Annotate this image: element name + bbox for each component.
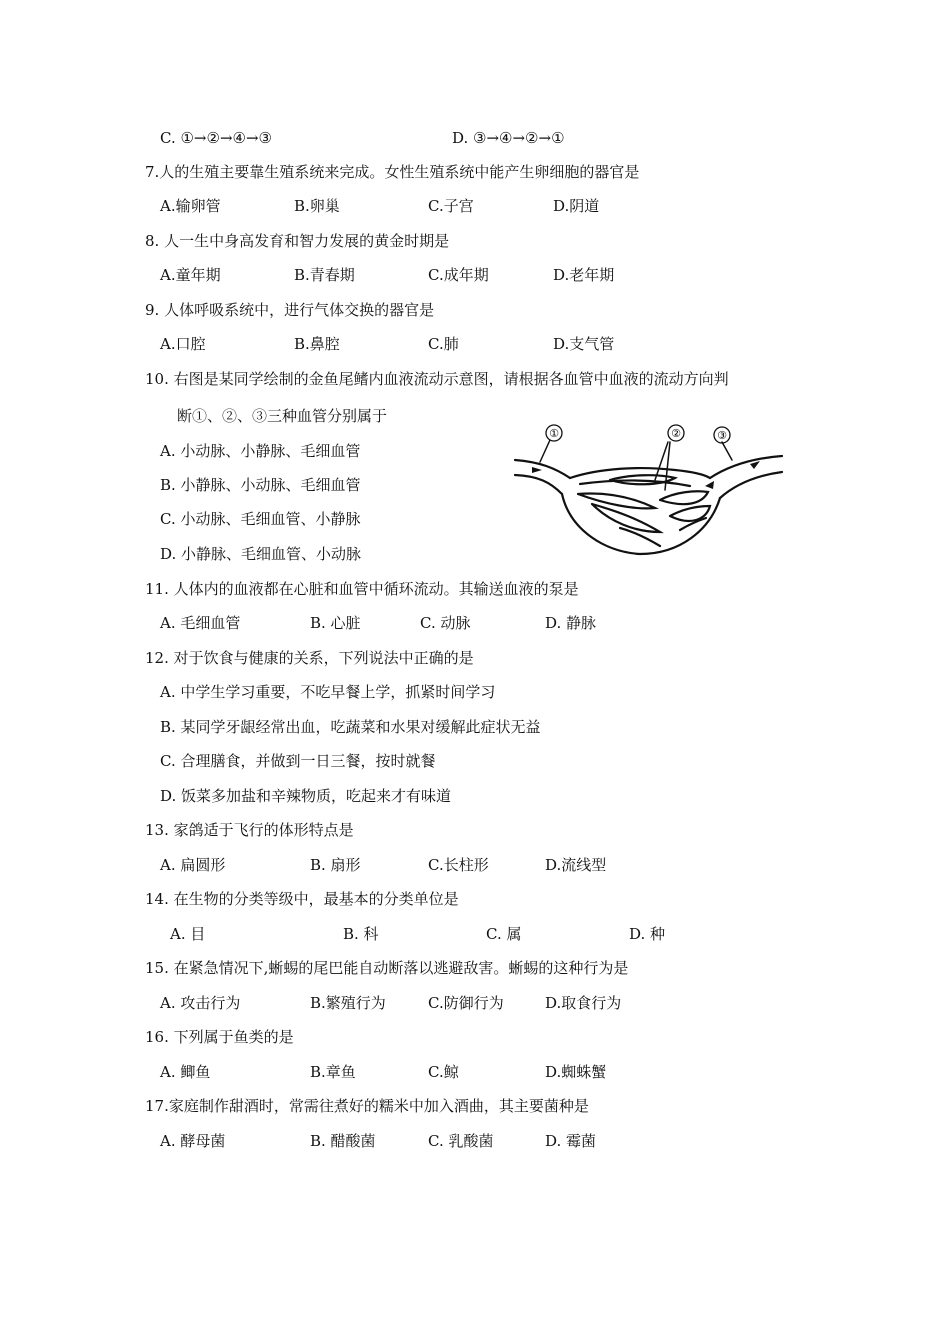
q13-stem: 13. 家鸽适于飞行的体形特点是 bbox=[145, 821, 354, 839]
q15-option-a: A. 攻击行为 bbox=[160, 994, 241, 1012]
q7-option-c: C.子宫 bbox=[428, 197, 474, 215]
q11-option-b: B. 心脏 bbox=[310, 614, 361, 632]
q10-option-b: B. 小静脉、小动脉、毛细血管 bbox=[160, 476, 361, 494]
q11-option-c: C. 动脉 bbox=[420, 614, 471, 632]
q14-stem: 14. 在生物的分类等级中，最基本的分类单位是 bbox=[145, 890, 459, 908]
q15-option-b: B.繁殖行为 bbox=[310, 994, 386, 1012]
q16-stem: 16. 下列属于鱼类的是 bbox=[145, 1028, 294, 1046]
q11-stem: 11. 人体内的血液都在心脏和血管中循环流动。其输送血液的泵是 bbox=[145, 580, 579, 598]
q8-option-b: B.青春期 bbox=[294, 266, 355, 284]
q16-option-c: C.鲸 bbox=[428, 1063, 459, 1081]
q10-option-c: C. 小动脉、毛细血管、小静脉 bbox=[160, 510, 361, 528]
q11-option-a: A. 毛细血管 bbox=[160, 614, 241, 632]
q12-option-b: B. 某同学牙龈经常出血，吃蔬菜和水果对缓解此症状无益 bbox=[160, 718, 541, 736]
q14-option-b: B. 科 bbox=[343, 925, 379, 943]
figure-label-2: ② bbox=[671, 427, 681, 440]
q6-option-c: C. ①→②→④→③ bbox=[160, 129, 272, 147]
q12-option-a: A. 中学生学习重要，不吃早餐上学，抓紧时间学习 bbox=[160, 683, 496, 701]
q17-stem: 17.家庭制作甜酒时，常需往煮好的糯米中加入酒曲，其主要菌种是 bbox=[145, 1097, 589, 1115]
q14-option-c: C. 属 bbox=[486, 925, 522, 943]
q10-stem-line1: 10. 右图是某同学绘制的金鱼尾鳍内血液流动示意图，请根据各血管中血液的流动方向判 bbox=[145, 370, 729, 388]
q17-option-a: A. 酵母菌 bbox=[160, 1132, 226, 1150]
q16-option-a: A. 鲫鱼 bbox=[160, 1063, 211, 1081]
q12-stem: 12. 对于饮食与健康的关系，下列说法中正确的是 bbox=[145, 649, 474, 667]
q15-stem: 15. 在紧急情况下,蜥蜴的尾巴能自动断落以逃避敌害。蜥蜴的这种行为是 bbox=[145, 959, 629, 977]
q15-option-d: D.取食行为 bbox=[545, 994, 622, 1012]
q9-stem: 9. 人体呼吸系统中，进行气体交换的器官是 bbox=[145, 301, 435, 319]
q9-option-b: B.鼻腔 bbox=[294, 335, 340, 353]
q17-option-b: B. 醋酸菌 bbox=[310, 1132, 376, 1150]
q13-option-a: A. 扁圆形 bbox=[160, 856, 226, 874]
q12-option-d: D. 饭菜多加盐和辛辣物质，吃起来才有味道 bbox=[160, 787, 452, 805]
q9-option-a: A.口腔 bbox=[160, 335, 206, 353]
q15-option-c: C.防御行为 bbox=[428, 994, 504, 1012]
q17-option-c: C. 乳酸菌 bbox=[428, 1132, 494, 1150]
q13-option-b: B. 扇形 bbox=[310, 856, 361, 874]
q10-option-a: A. 小动脉、小静脉、毛细血管 bbox=[160, 442, 361, 460]
q8-option-c: C.成年期 bbox=[428, 266, 489, 284]
figure-label-3: ③ bbox=[717, 429, 727, 442]
q11-option-d: D. 静脉 bbox=[545, 614, 597, 632]
q12-option-c: C. 合理膳食，并做到一日三餐，按时就餐 bbox=[160, 752, 436, 770]
q9-option-c: C.肺 bbox=[428, 335, 459, 353]
q10-stem-line2: 断①、②、③三种血管分别属于 bbox=[177, 407, 388, 425]
q8-option-a: A.童年期 bbox=[160, 266, 221, 284]
q8-option-d: D.老年期 bbox=[553, 266, 615, 284]
q6-option-d: D. ③→④→②→① bbox=[452, 129, 565, 147]
figure-label-1: ① bbox=[549, 427, 559, 440]
q8-stem: 8. 人一生中身高发育和智力发展的黄金时期是 bbox=[145, 232, 450, 250]
q9-option-d: D.支气管 bbox=[553, 335, 615, 353]
q17-option-d: D. 霉菌 bbox=[545, 1132, 597, 1150]
q7-option-a: A.输卵管 bbox=[160, 197, 221, 215]
q14-option-d: D. 种 bbox=[629, 925, 666, 943]
q16-option-b: B.章鱼 bbox=[310, 1063, 356, 1081]
blood-flow-diagram bbox=[510, 420, 790, 570]
q7-option-d: D.阴道 bbox=[553, 197, 600, 215]
q16-option-d: D.蜘蛛蟹 bbox=[545, 1063, 607, 1081]
q13-option-d: D.流线型 bbox=[545, 856, 607, 874]
q7-option-b: B.卵巢 bbox=[294, 197, 340, 215]
q14-option-a: A. 目 bbox=[170, 925, 206, 943]
q13-option-c: C.长柱形 bbox=[428, 856, 489, 874]
q10-option-d: D. 小静脉、毛细血管、小动脉 bbox=[160, 545, 362, 563]
q7-stem: 7.人的生殖主要靠生殖系统来完成。女性生殖系统中能产生卵细胞的器官是 bbox=[145, 163, 640, 181]
